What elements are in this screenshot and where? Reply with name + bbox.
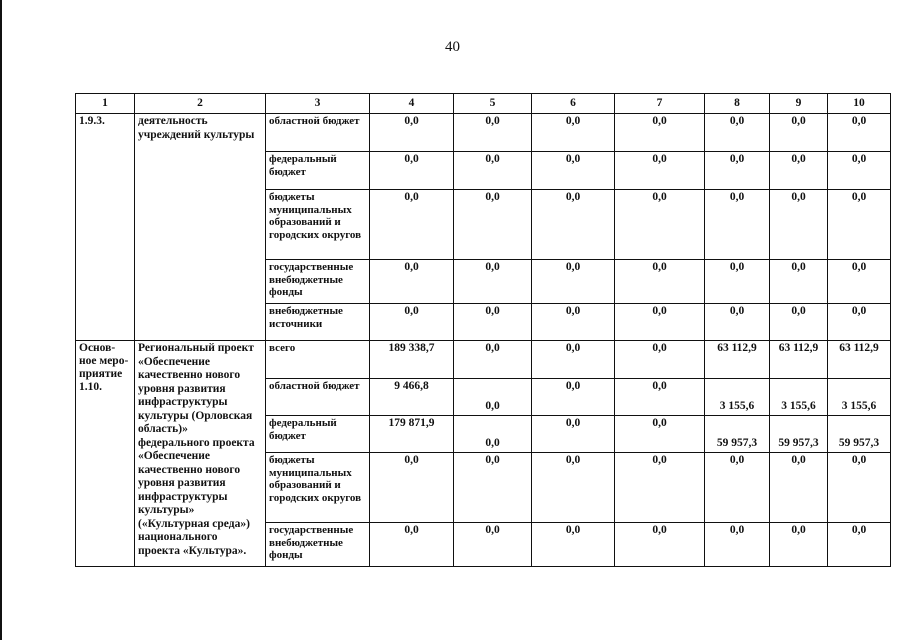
value-cell: 0,0: [615, 453, 705, 523]
value-cell: 0,0: [532, 416, 615, 453]
value-cell: 0,0: [828, 152, 891, 190]
page-number: 40: [445, 39, 460, 55]
header-row: [76, 94, 891, 114]
value-cell: 0,0: [615, 379, 705, 416]
table-row: [76, 114, 891, 152]
value-cell: 0,0: [828, 260, 891, 304]
value-cell: 0,0: [532, 304, 615, 341]
header-cell: 6: [532, 94, 615, 114]
value-cell: 63 112,9: [770, 341, 828, 379]
value-cell: 0,0: [370, 260, 454, 304]
value-cell: 3 155,6: [828, 379, 891, 416]
value-cell: 3 155,6: [770, 379, 828, 416]
header-cell: 7: [615, 94, 705, 114]
value-cell: 0,0: [828, 304, 891, 341]
value-cell: 0,0: [454, 523, 532, 567]
funding-source: бюджеты муниципальных образований и городских округов: [266, 453, 370, 523]
value-cell: 9 466,8: [370, 379, 454, 416]
header-cell: 3: [266, 94, 370, 114]
value-cell: 0,0: [454, 260, 532, 304]
value-cell: 0,0: [705, 453, 770, 523]
value-cell: 0,0: [532, 114, 615, 152]
value-cell: 0,0: [454, 379, 532, 416]
value-cell: 0,0: [532, 190, 615, 260]
value-cell: 59 957,3: [828, 416, 891, 453]
funding-source: федеральный бюджет: [266, 152, 370, 190]
value-cell: 0,0: [615, 523, 705, 567]
value-cell: 0,0: [615, 190, 705, 260]
value-cell: 0,0: [370, 190, 454, 260]
value-cell: 63 112,9: [828, 341, 891, 379]
value-cell: 0,0: [370, 152, 454, 190]
value-cell: 0,0: [828, 523, 891, 567]
row-name: деятельность учреждений культуры: [135, 114, 266, 341]
value-cell: 0,0: [370, 453, 454, 523]
funding-source: государственные внебюджетные фонды: [266, 523, 370, 567]
value-cell: 0,0: [770, 260, 828, 304]
funding-source: всего: [266, 341, 370, 379]
value-cell: 0,0: [370, 114, 454, 152]
funding-source: областной бюджет: [266, 114, 370, 152]
funding-source: бюджеты муниципальных образований и городских округов: [266, 190, 370, 260]
value-cell: 0,0: [532, 152, 615, 190]
value-cell: 0,0: [454, 114, 532, 152]
value-cell: 0,0: [532, 453, 615, 523]
value-cell: 0,0: [454, 152, 532, 190]
value-cell: 0,0: [615, 304, 705, 341]
header-cell: 9: [770, 94, 828, 114]
header-cell: 2: [135, 94, 266, 114]
header-cell: 4: [370, 94, 454, 114]
value-cell: 0,0: [370, 523, 454, 567]
value-cell: 0,0: [828, 453, 891, 523]
value-cell: 0,0: [615, 152, 705, 190]
header-cell: 1: [76, 94, 135, 114]
header-cell: 5: [454, 94, 532, 114]
value-cell: 0,0: [370, 304, 454, 341]
value-cell: 0,0: [770, 453, 828, 523]
funding-source: областной бюджет: [266, 379, 370, 416]
row-name: Региональный проект «Обеспечение качественно нового уровня развития инфраструктуры культуры (Орловская область)» федерального проекта «Обеспечение качественно нового уровня развития инфраструктуры культуры» («Культурная среда») национального проекта «Культура».: [135, 341, 266, 567]
value-cell: 0,0: [705, 260, 770, 304]
value-cell: 0,0: [705, 190, 770, 260]
value-cell: 0,0: [615, 260, 705, 304]
value-cell: 0,0: [454, 341, 532, 379]
value-cell: 0,0: [770, 190, 828, 260]
value-cell: 0,0: [454, 453, 532, 523]
value-cell: 0,0: [454, 416, 532, 453]
value-cell: 0,0: [828, 190, 891, 260]
value-cell: 189 338,7: [370, 341, 454, 379]
value-cell: 59 957,3: [705, 416, 770, 453]
value-cell: 0,0: [770, 304, 828, 341]
funding-source: государственные внебюджетные фонды: [266, 260, 370, 304]
page-edge-rule: [0, 0, 2, 640]
table-row: [76, 341, 891, 379]
budget-table: [75, 93, 891, 567]
value-cell: 0,0: [454, 304, 532, 341]
row-code: Основ-ное меро-приятие 1.10.: [76, 341, 135, 567]
value-cell: 179 871,9: [370, 416, 454, 453]
funding-source: внебюджетные источники: [266, 304, 370, 341]
value-cell: 0,0: [532, 341, 615, 379]
value-cell: 0,0: [770, 523, 828, 567]
value-cell: 0,0: [770, 152, 828, 190]
value-cell: 0,0: [828, 114, 891, 152]
value-cell: 0,0: [705, 304, 770, 341]
value-cell: 0,0: [770, 114, 828, 152]
value-cell: 0,0: [454, 190, 532, 260]
value-cell: 3 155,6: [705, 379, 770, 416]
header-cell: 8: [705, 94, 770, 114]
value-cell: 0,0: [705, 114, 770, 152]
value-cell: 59 957,3: [770, 416, 828, 453]
value-cell: 0,0: [532, 523, 615, 567]
value-cell: 0,0: [532, 260, 615, 304]
value-cell: 0,0: [615, 114, 705, 152]
value-cell: 0,0: [705, 152, 770, 190]
value-cell: 0,0: [615, 341, 705, 379]
value-cell: 0,0: [532, 379, 615, 416]
header-cell: 10: [828, 94, 891, 114]
value-cell: 63 112,9: [705, 341, 770, 379]
value-cell: 0,0: [615, 416, 705, 453]
row-code: 1.9.3.: [76, 114, 135, 341]
funding-source: федеральный бюджет: [266, 416, 370, 453]
value-cell: 0,0: [705, 523, 770, 567]
